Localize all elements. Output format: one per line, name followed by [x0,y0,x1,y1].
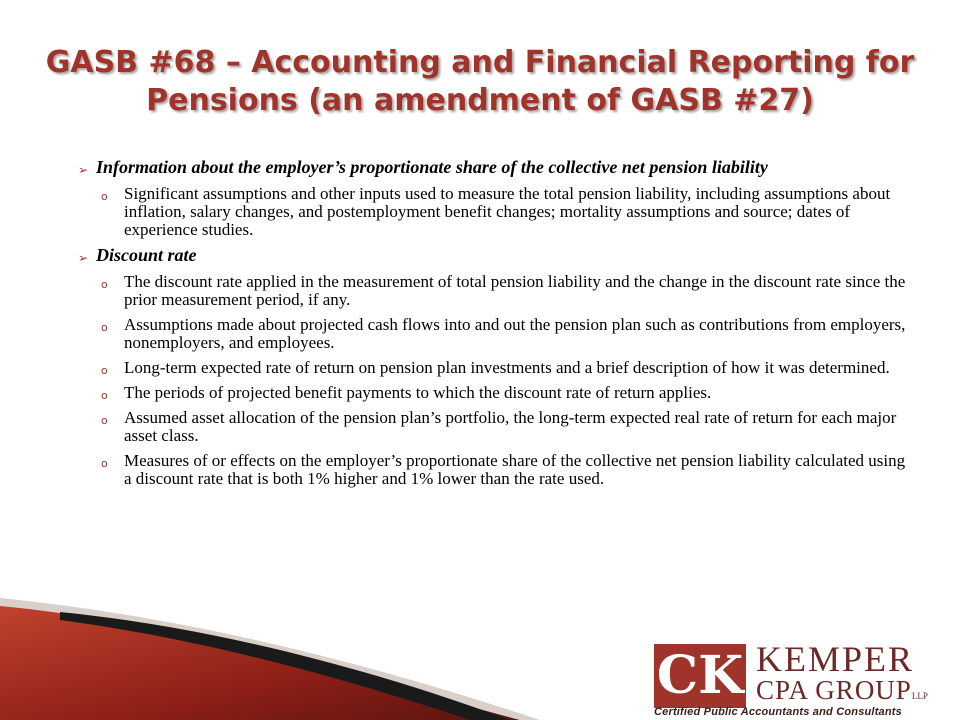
list-item: o The discount rate applied in the measurement of total pension liability and the change in the discount rate since the prior measurement period, if any. [101,272,906,309]
list-item: o Long-term expected rate of return on pension plan investments and a brief description of how it was determined. [78,359,908,377]
section-proportionate-share [78,158,908,239]
slide-body [78,158,908,495]
circle-bullet-icon: o [101,364,108,377]
circle-bullet-icon: o [101,278,108,291]
list-item: o Assumed asset allocation of the pension plan’s portfolio, the long-term expected real rate of return for each major asset class. [101,408,897,445]
logo-name-line-2: CPA GROUPLLP [756,675,928,705]
circle-bullet-icon: o [101,190,108,203]
list-item: o Assumptions made about projected cash flows into and out the pension plan such as contributions from employers, nonemployers, and employees. [101,315,906,352]
circle-bullet-icon: o [101,414,108,427]
circle-bullet-icon: o [101,457,108,470]
list-item: o Significant assumptions and other inputs used to measure the total pension liability, including assumptions about inflation, salary changes, and postemployment benefit changes; mortality assumptions and source; dates of experience studies. [101,184,891,239]
list-item: o The periods of projected benefit payments to which the discount rate of return applies. [78,384,908,402]
list-item: o Measures of or effects on the employer’s proportionate share of the collective net pension liability calculated using a discount rate that is both 1% higher and 1% lower than the rate used. [101,451,906,488]
logo-name-line-1: KEMPER [756,639,915,679]
slide-title [20,44,940,120]
section-heading: ➢ Discount rate [78,246,908,265]
arrow-bullet-icon: ➢ [78,251,89,265]
title-line-1: GASB #68 – Accounting and Financial Reporting for [45,45,915,80]
arrow-bullet-icon: ➢ [78,163,89,177]
section-heading: ➢ Information about the employer’s proportionate share of the collective net pension liability [78,158,908,177]
logo-firm-name [756,639,928,710]
circle-bullet-icon: o [101,389,108,402]
logo-llp: LLP [911,691,928,701]
section-discount-rate [78,246,908,488]
kemper-logo [654,640,954,716]
circle-bullet-icon: o [101,321,108,334]
logo-tagline: Certified Public Accountants and Consultants [654,706,902,718]
logo-monogram: CK [654,644,746,708]
title-line-2: Pensions (an amendment of GASB #27) [146,83,814,118]
